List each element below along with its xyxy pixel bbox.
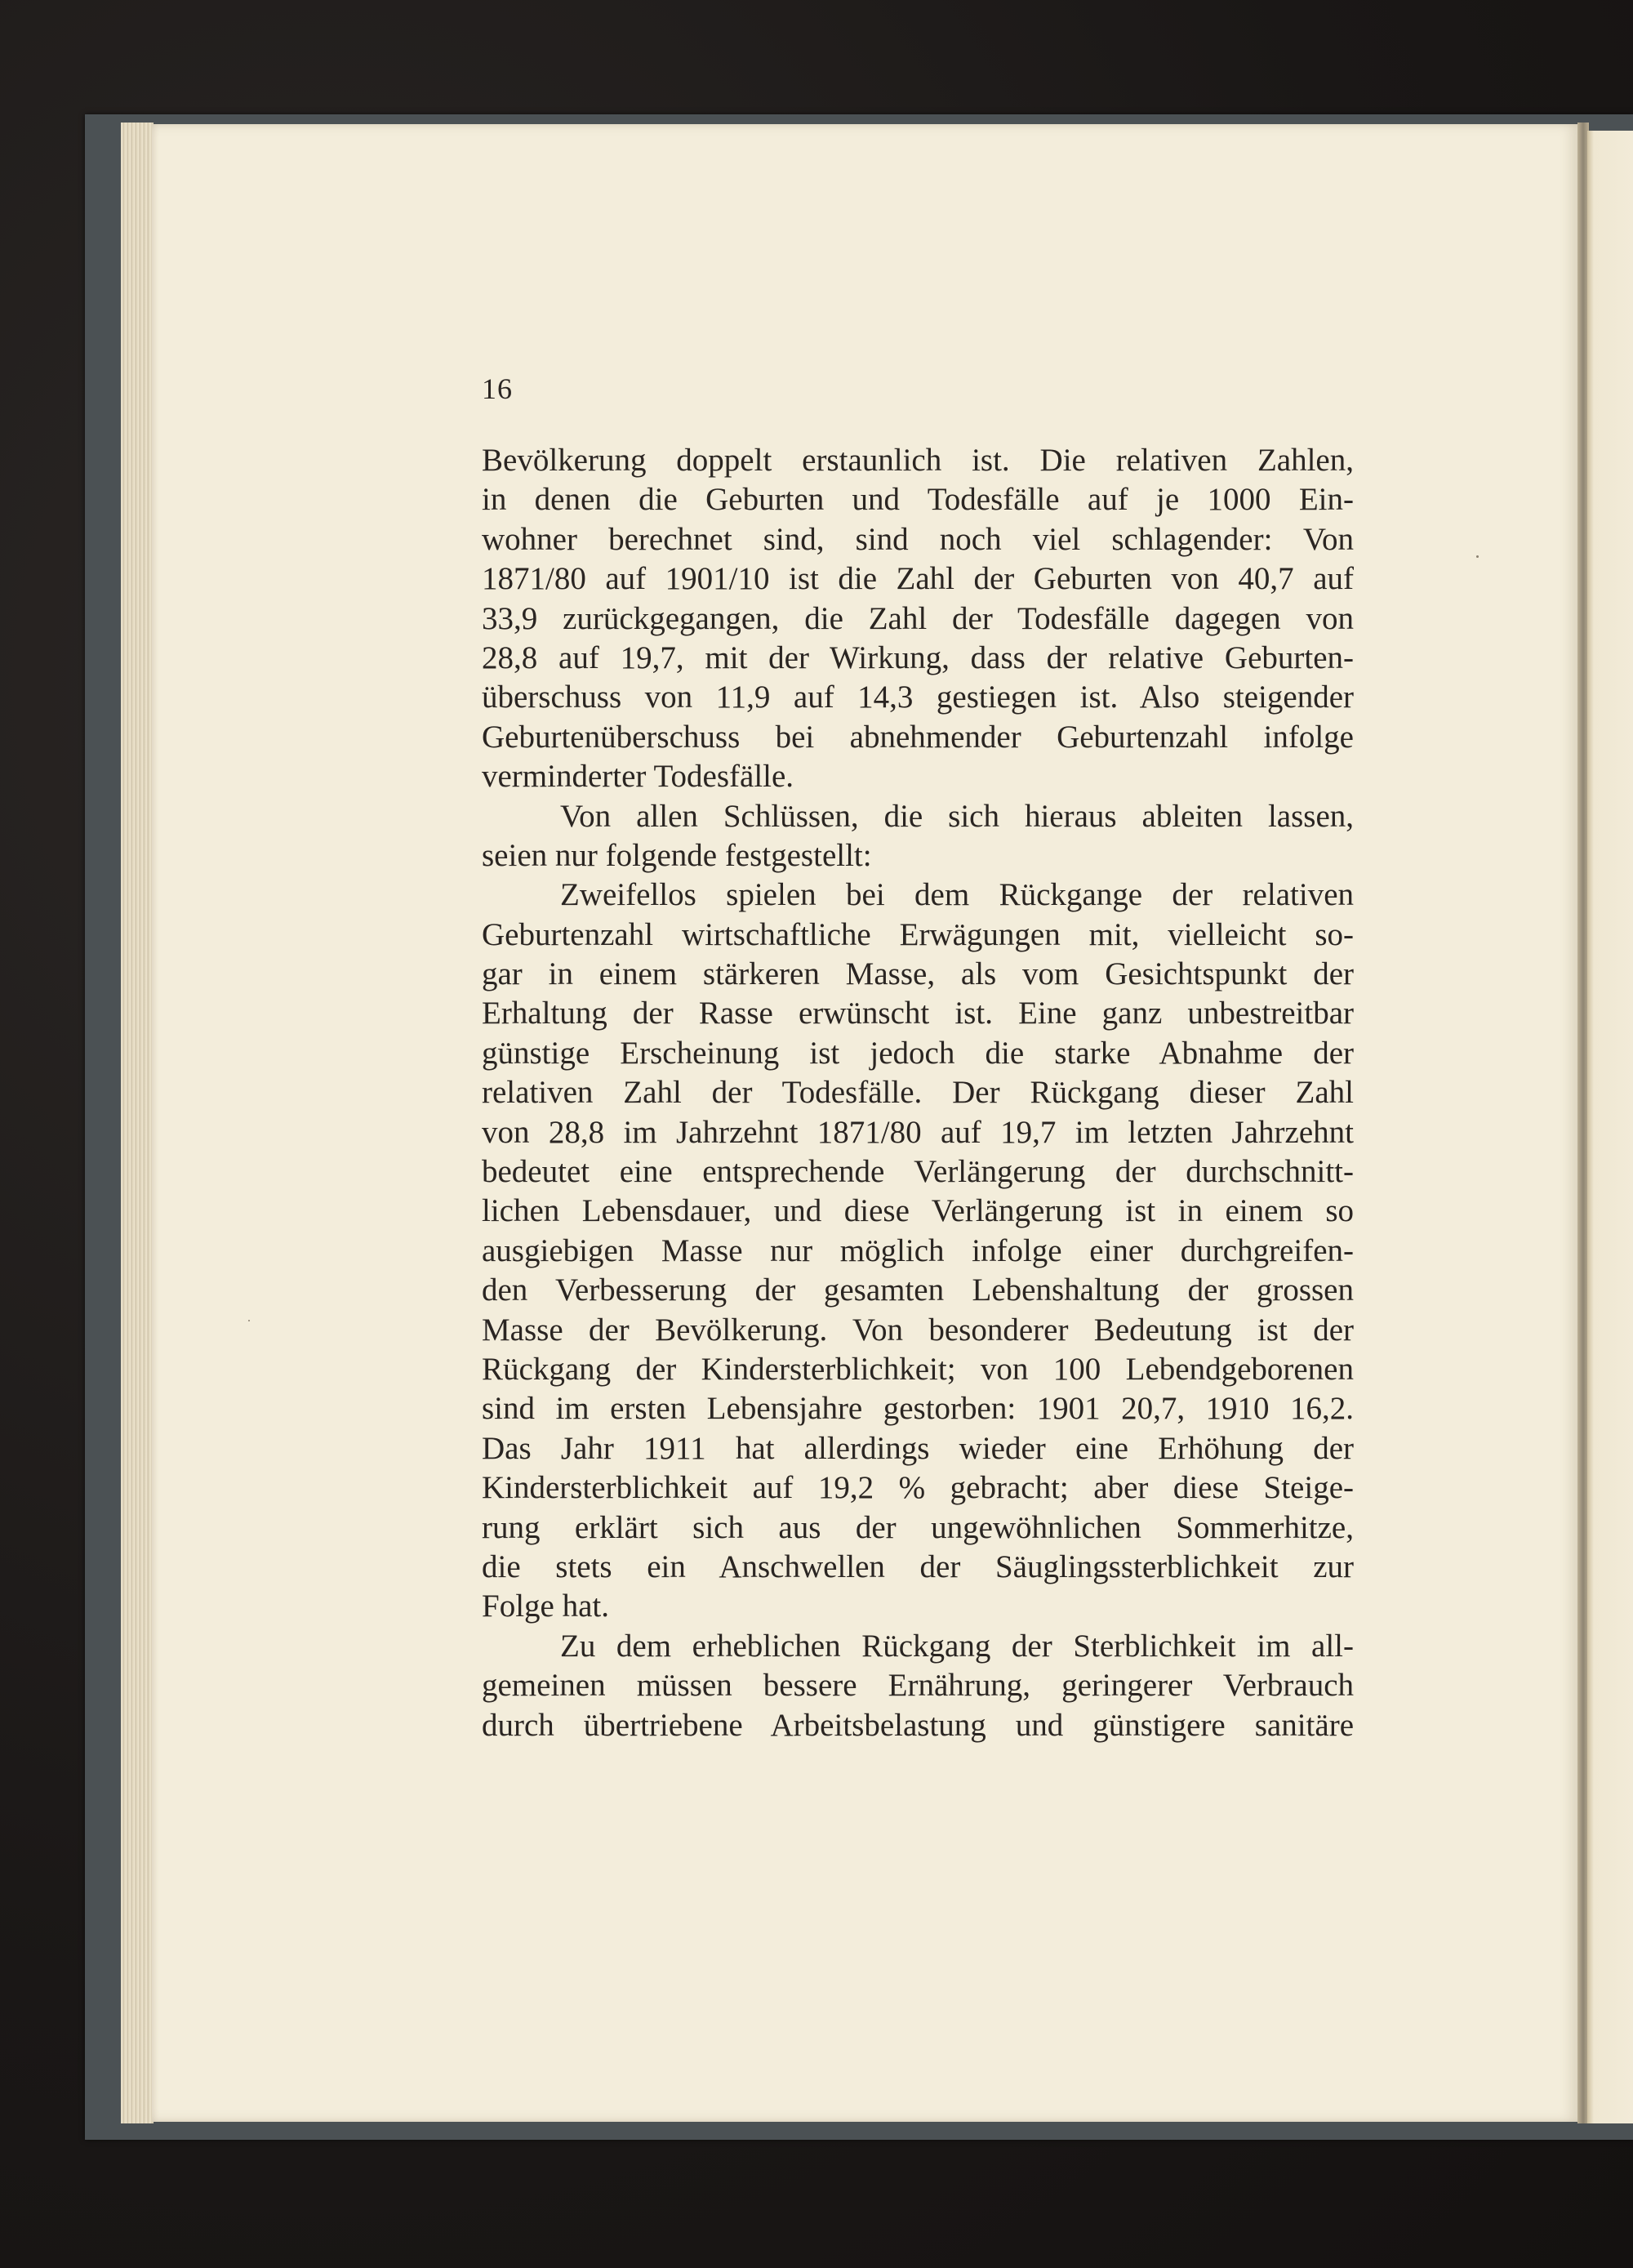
text-line: in denen die Geburten und Todesfälle auf je 1000 Ein-	[482, 482, 1354, 518]
text-line: 28,8 auf 19,7, mit der Wirkung, dass der relative Geburten-	[482, 639, 1354, 675]
text-line: Kindersterblichkeit auf 19,2 % gebracht; aber diese Steige-	[482, 1470, 1354, 1506]
text-line: gar in einem stärkeren Masse, als vom Gesichtspunkt der	[482, 956, 1354, 992]
text-line: den Verbesserung der gesamten Lebenshaltung der grossen	[482, 1272, 1354, 1308]
text-line: gemeinen müssen bessere Ernährung, geringerer Verbrauch	[482, 1668, 1354, 1704]
page-edges	[121, 123, 154, 2123]
facing-page-edge	[1587, 131, 1633, 2123]
text-line: Das Jahr 1911 hat allerdings wieder eine Erhöhung der	[482, 1430, 1354, 1466]
text-line: sind im ersten Lebensjahre gestorben: 1901 20,7, 1910 16,2.	[482, 1391, 1354, 1427]
text-line: Von allen Schlüssen, die sich hieraus ableiten lassen,	[560, 798, 1354, 834]
text-line: 33,9 zurückgegangen, die Zahl der Todesfälle dagegen von	[482, 600, 1354, 636]
text-line: Geburtenzahl wirtschaftliche Erwägungen mit, vielleicht so-	[482, 916, 1354, 952]
text-line: verminderter Todesfälle.	[482, 759, 794, 795]
text-line: Masse der Bevölkerung. Von besonderer Bedeutung ist der	[482, 1312, 1354, 1348]
text-line: bedeutet eine entsprechende Verlängerung der durchschnitt-	[482, 1154, 1354, 1190]
text-line: Zweifellos spielen bei dem Rückgange der relativen	[560, 877, 1354, 913]
text-line: Bevölkerung doppelt erstaunlich ist. Die relativen Zahlen,	[482, 443, 1354, 478]
text-line: wohner berechnet sind, sind noch viel schlagender: Von	[482, 521, 1354, 557]
paper-speck	[248, 1320, 250, 1321]
page-number: 16	[482, 372, 513, 405]
paper-speck	[1476, 555, 1479, 558]
text-line: 1871/80 auf 1901/10 ist die Zahl der Geburten von 40,7 auf	[482, 561, 1354, 597]
text-line: die stets ein Anschwellen der Säuglingssterblichkeit zur	[482, 1548, 1354, 1584]
text-line: durch übertriebene Arbeitsbelastung und günstigere sanitäre	[482, 1707, 1354, 1743]
text-line: seien nur folgende festgestellt:	[482, 837, 872, 873]
text-line: Erhaltung der Rasse erwünscht ist. Eine ganz unbestreitbar	[482, 996, 1354, 1032]
text-line: Zu dem erheblichen Rückgang der Sterblichkeit im all-	[560, 1628, 1354, 1664]
text-line: überschuss von 11,9 auf 14,3 gestiegen ist. Also steigender	[482, 680, 1354, 715]
body-text	[482, 441, 1354, 1745]
text-line: relativen Zahl der Todesfälle. Der Rückgang dieser Zahl	[482, 1075, 1354, 1111]
text-line: günstige Erscheinung ist jedoch die starke Abnahme der	[482, 1035, 1354, 1071]
text-line: lichen Lebensdauer, und diese Verlängerung ist in einem so	[482, 1193, 1354, 1229]
text-line: Folge hat.	[482, 1588, 609, 1624]
text-line: Rückgang der Kindersterblichkeit; von 100 Lebendgeborenen	[482, 1351, 1354, 1387]
text-line: Geburtenüberschuss bei abnehmender Geburtenzahl infolge	[482, 719, 1354, 755]
text-line: rung erklärt sich aus der ungewöhnlichen Sommerhitze,	[482, 1509, 1354, 1545]
text-line: von 28,8 im Jahrzehnt 1871/80 auf 19,7 im letzten Jahrzehnt	[482, 1114, 1354, 1150]
text-line: ausgiebigen Masse nur möglich infolge einer durchgreifen-	[482, 1232, 1354, 1268]
